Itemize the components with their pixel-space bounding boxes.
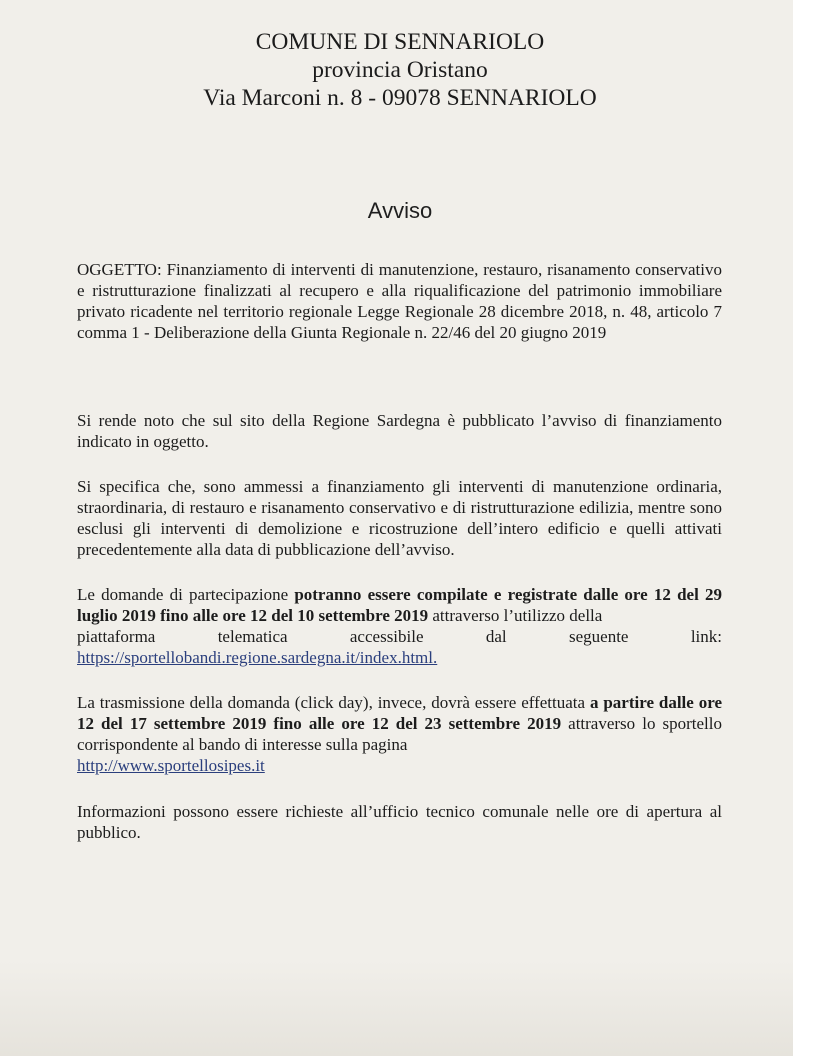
word: piattaforma xyxy=(77,627,156,646)
subject-paragraph: OGGETTO: Finanziamento di interventi di manutenzione, restauro, risanamento conservativo e ristrutturazione finalizzati al recupero e alla riqualificazione del patrimonio immobiliare privato ricadente nel territorio regionale Legge Regionale 28 dicembre 2018, n. 48, articolo 7 comma 1 - Deliberazione della Giunta Regionale n. 22/46 del 20 giugno 2019 xyxy=(77,260,722,342)
sportello-bandi-link[interactable]: https://sportellobandi.regione.sardegna.it/index.html. xyxy=(77,648,438,667)
submission-intro: La trasmissione della domanda (click day), invece, dovrà essere effettuata xyxy=(77,693,590,712)
word: seguente xyxy=(569,627,629,646)
submission-dates: a partire dalle ore 12 del 17 settembre 2019 fino alle ore 12 del 23 settembre 2019 xyxy=(77,693,722,733)
scan-shadow xyxy=(0,960,793,1056)
word: accessibile xyxy=(349,627,424,646)
municipality-name: COMUNE DI SENNARIOLO xyxy=(255,29,545,55)
submission-after: attraverso lo sportello corrispondente al bando di interesse sulla pagina xyxy=(77,714,722,754)
word: telematica xyxy=(217,627,288,646)
notice-paragraph: Si rende noto che sul sito della Regione Sardegna è pubblicato l’avviso di finanziamento indicato in oggetto. xyxy=(77,411,722,451)
submission-paragraph xyxy=(77,692,722,776)
application-paragraph xyxy=(77,584,722,668)
municipality-address: Via Marconi n. 8 - 09078 SENNARIOLO xyxy=(203,85,597,111)
letterhead xyxy=(0,28,793,112)
document-title: Avviso xyxy=(367,198,433,223)
word: link: xyxy=(690,627,722,646)
info-paragraph: Informazioni possono essere richieste all’ufficio tecnico comunale nelle ore di apertura al pubblico. xyxy=(77,802,722,842)
word: dal xyxy=(485,627,507,646)
sportellosipes-link[interactable]: http://www.sportellosipes.it xyxy=(77,756,265,775)
page-margin xyxy=(793,0,816,1056)
application-dates: potranno essere compilate e registrate dalle ore 12 del 29 luglio 2019 fino alle ore 12 del 10 settembre 2019 xyxy=(77,585,722,625)
province-name: provincia Oristano xyxy=(312,57,488,83)
application-after: attraverso l’utilizzo della xyxy=(428,606,603,625)
eligibility-paragraph: Si specifica che, sono ammessi a finanziamento gli interventi di manutenzione ordinaria, straordinaria, di restauro e risanamento conservativo e di ristrutturazione edilizia, mentre sono esclusi gli interventi di demolizione e ricostruzione dell’intero edificio e quelli attivati precedentemente alla data di pubblicazione dell’avviso. xyxy=(77,477,722,559)
application-spread-line xyxy=(77,626,722,647)
application-intro: Le domande di partecipazione xyxy=(77,585,295,604)
